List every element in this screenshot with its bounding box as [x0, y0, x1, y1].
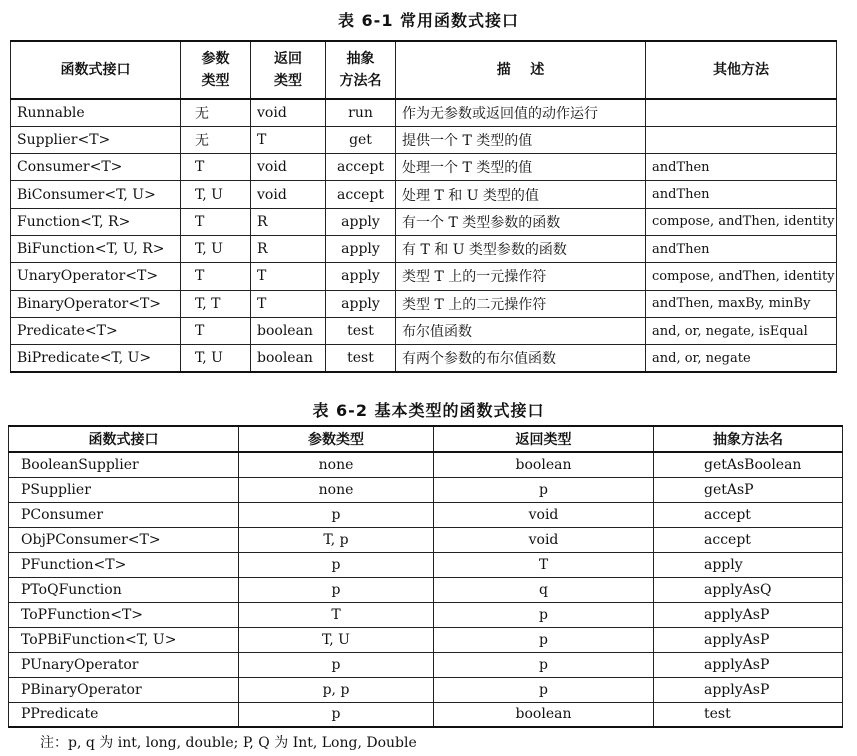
table-cell: andThen, maxBy, minBy: [646, 290, 837, 317]
table-cell: T: [251, 126, 326, 153]
column-header-line: 返回 类型: [274, 51, 302, 89]
table-6-2-header-row: [9, 426, 843, 452]
table-cell: compose, andThen, identity: [646, 263, 837, 290]
table-cell: Runnable: [11, 99, 181, 126]
table-cell: p: [239, 502, 434, 527]
table-cell: BiConsumer<T, U>: [11, 181, 181, 208]
table-cell: T, U: [181, 345, 251, 372]
table-cell: T, T: [181, 290, 251, 317]
table-cell: 布尔值函数: [396, 317, 646, 344]
table-6-1-row: [11, 263, 837, 290]
table-cell: [646, 99, 837, 126]
table-cell: 无: [181, 126, 251, 153]
table-cell: p: [434, 652, 654, 677]
table-cell: andThen: [646, 181, 837, 208]
column-header: [251, 41, 326, 99]
table-cell: T: [181, 263, 251, 290]
table-6-1: [10, 40, 837, 373]
table-cell: accept: [654, 502, 843, 527]
table-cell: R: [251, 235, 326, 262]
table-cell: PFunction<T>: [9, 552, 239, 577]
table-cell: Consumer<T>: [11, 154, 181, 181]
table-cell: accept: [654, 527, 843, 552]
table-cell: ObjPConsumer<T>: [9, 527, 239, 552]
table-6-1-row: [11, 154, 837, 181]
table-cell: BiPredicate<T, U>: [11, 345, 181, 372]
table-cell: applyAsP: [654, 627, 843, 652]
table-cell: p: [239, 577, 434, 602]
column-header-line: 参数 类型: [201, 51, 230, 89]
table-cell: T: [181, 154, 251, 181]
table-6-2-row: [9, 527, 843, 552]
table-cell: PSupplier: [9, 477, 239, 502]
table-cell: T: [251, 263, 326, 290]
table-cell: test: [654, 702, 843, 727]
table-cell: applyAsQ: [654, 577, 843, 602]
table-6-2-row: [9, 452, 843, 477]
table-cell: boolean: [251, 345, 326, 372]
column-header: 函数式接口: [9, 426, 239, 452]
table-cell: p: [239, 552, 434, 577]
table-cell: ToPFunction<T>: [9, 602, 239, 627]
table-cell: andThen: [646, 235, 837, 262]
table-cell: applyAsP: [654, 652, 843, 677]
column-header: 其他方法: [646, 41, 837, 99]
table-6-2-caption: 表 6-2 基本类型的函数式接口: [312, 401, 545, 420]
table-6-2-row: [9, 652, 843, 677]
table-cell: andThen: [646, 154, 837, 181]
table-cell: PToQFunction: [9, 577, 239, 602]
table-cell: T: [434, 552, 654, 577]
table-cell: accept: [326, 181, 396, 208]
table-cell: apply: [326, 208, 396, 235]
table-cell: boolean: [434, 452, 654, 477]
table-6-2-row: [9, 702, 843, 727]
column-header: 参数类型: [239, 426, 434, 452]
table-cell: none: [239, 452, 434, 477]
table-cell: getAsBoolean: [654, 452, 843, 477]
table-cell: 有 T 和 U 类型参数的函数: [396, 235, 646, 262]
table-cell: T: [251, 290, 326, 317]
table-cell: 类型 T 上的二元操作符: [396, 290, 646, 317]
table-cell: T: [181, 317, 251, 344]
table-6-2-row: [9, 552, 843, 577]
table-6-1-row: [11, 181, 837, 208]
table-cell: test: [326, 345, 396, 372]
table-6-2: [8, 425, 843, 728]
table-6-1-row: [11, 290, 837, 317]
table-cell: [646, 126, 837, 153]
table-6-1-row: [11, 208, 837, 235]
table-cell: run: [326, 99, 396, 126]
table-6-2-row: [9, 477, 843, 502]
table-cell: R: [251, 208, 326, 235]
table-cell: apply: [326, 263, 396, 290]
table-cell: getAsP: [654, 477, 843, 502]
table-cell: p, p: [239, 677, 434, 702]
table-6-1-row: [11, 317, 837, 344]
column-header: 抽象方法名: [654, 426, 843, 452]
table-cell: void: [251, 154, 326, 181]
table-cell: 有一个 T 类型参数的函数: [396, 208, 646, 235]
table-cell: void: [251, 99, 326, 126]
table-cell: p: [239, 702, 434, 727]
table-6-1-header-row: [11, 41, 837, 99]
table-cell: boolean: [251, 317, 326, 344]
table-6-2-row: [9, 602, 843, 627]
table-cell: p: [434, 477, 654, 502]
table-cell: void: [251, 181, 326, 208]
table-cell: PUnaryOperator: [9, 652, 239, 677]
table-cell: and, or, negate: [646, 345, 837, 372]
table-6-2-row: [9, 577, 843, 602]
column-header: 描 述: [396, 41, 646, 99]
table-cell: accept: [326, 154, 396, 181]
table-cell: Supplier<T>: [11, 126, 181, 153]
table-cell: p: [434, 677, 654, 702]
table-cell: void: [434, 527, 654, 552]
table-cell: Function<T, R>: [11, 208, 181, 235]
table-6-2-row: [9, 627, 843, 652]
table-6-1-row: [11, 235, 837, 262]
table-cell: PPredicate: [9, 702, 239, 727]
table-cell: BiFunction<T, U, R>: [11, 235, 181, 262]
table-cell: applyAsP: [654, 677, 843, 702]
table-6-1-caption: 表 6-1 常用函数式接口: [337, 11, 520, 30]
table-cell: p: [434, 602, 654, 627]
footnote: 注：p, q 为 int, long, double; P, Q 为 Int, Long, Double: [40, 735, 417, 751]
table-6-1-row: [11, 99, 837, 126]
table-cell: Predicate<T>: [11, 317, 181, 344]
table-cell: and, or, negate, isEqual: [646, 317, 837, 344]
table-cell: 处理一个 T 类型的值: [396, 154, 646, 181]
table-cell: applyAsP: [654, 602, 843, 627]
column-header: [181, 41, 251, 99]
table-cell: apply: [326, 290, 396, 317]
table-6-2-row: [9, 677, 843, 702]
table-cell: compose, andThen, identity: [646, 208, 837, 235]
table-cell: test: [326, 317, 396, 344]
table-cell: PBinaryOperator: [9, 677, 239, 702]
table-cell: apply: [326, 235, 396, 262]
table-cell: 有两个参数的布尔值函数: [396, 345, 646, 372]
column-header: 返回类型: [434, 426, 654, 452]
table-cell: p: [239, 652, 434, 677]
table-cell: BinaryOperator<T>: [11, 290, 181, 317]
table-cell: T, U: [181, 235, 251, 262]
table-6-1-row: [11, 345, 837, 372]
table-cell: PConsumer: [9, 502, 239, 527]
table-cell: 提供一个 T 类型的值: [396, 126, 646, 153]
table-cell: ToPBiFunction<T, U>: [9, 627, 239, 652]
table-cell: BooleanSupplier: [9, 452, 239, 477]
table-6-1-row: [11, 126, 837, 153]
table-cell: 处理 T 和 U 类型的值: [396, 181, 646, 208]
table-cell: 无: [181, 99, 251, 126]
table-cell: p: [434, 627, 654, 652]
table-cell: T: [181, 208, 251, 235]
table-6-2-row: [9, 502, 843, 527]
table-cell: get: [326, 126, 396, 153]
table-cell: 作为无参数或返回值的动作运行: [396, 99, 646, 126]
column-header-line: 抽象 方法名: [339, 51, 382, 89]
column-header: [326, 41, 396, 99]
table-cell: boolean: [434, 702, 654, 727]
table-cell: T, U: [181, 181, 251, 208]
table-cell: T, U: [239, 627, 434, 652]
column-header: 函数式接口: [11, 41, 181, 99]
table-cell: UnaryOperator<T>: [11, 263, 181, 290]
table-cell: apply: [654, 552, 843, 577]
table-cell: none: [239, 477, 434, 502]
table-cell: T: [239, 602, 434, 627]
table-cell: void: [434, 502, 654, 527]
table-cell: T, p: [239, 527, 434, 552]
table-cell: 类型 T 上的一元操作符: [396, 263, 646, 290]
table-cell: q: [434, 577, 654, 602]
